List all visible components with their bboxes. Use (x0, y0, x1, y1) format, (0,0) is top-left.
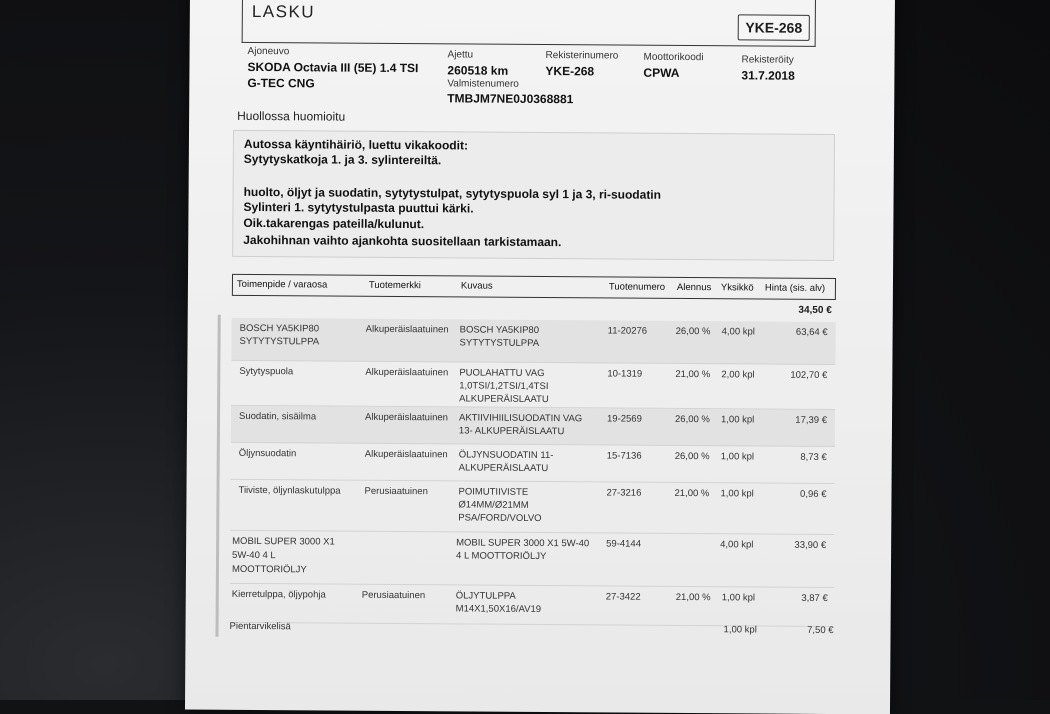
col-description: Kuvaus (460, 280, 493, 292)
label-mileage: Ajettu (447, 49, 474, 61)
row-description: 1,0TSI/1,2TSI/1,4TSI (459, 380, 549, 393)
row-operation: Kierretulppa, öljypohja (231, 588, 326, 601)
row-price: 63,64 € (795, 326, 828, 338)
extras-label: Pientarvikelisä (229, 620, 291, 633)
row-unit: 1,00 kpl (720, 414, 755, 426)
vehicle-model-variant: G-TEC CNG (247, 75, 315, 91)
title-frame (242, 0, 816, 47)
row-code: 15-7136 (606, 450, 642, 462)
note-line: Sytytyskatkoja 1. ja 3. sylintereiltä. (243, 151, 442, 168)
row-unit: 4,00 kpl (721, 326, 755, 338)
row-code: 27-3422 (605, 591, 641, 603)
row-brand: Perusiaatuinen (361, 589, 426, 602)
label-reg: Rekisterinumero (545, 50, 619, 62)
note-line: Autossa käyntihäiriö, luettu vikakoodit: (243, 136, 469, 153)
row-price: 0,96 € (800, 488, 827, 500)
row-operation: Öljynsuodatin (238, 447, 297, 460)
row-description: 4 L MOOTTORIÖLJY (456, 550, 547, 563)
row-price: 33,90 € (794, 539, 827, 551)
table-row (231, 443, 835, 484)
extras-unit: 1,00 kpl (723, 624, 757, 636)
vehicle-model: SKODA Octavia III (5E) 1.4 TSI (247, 59, 419, 76)
row-description: Ø14MM/Ø21MM (458, 499, 529, 511)
row-description: ALKUPERÄISLAATU (459, 393, 549, 406)
row-description: AKTIIVIHIILISUODATIN VAG (458, 412, 583, 425)
row-brand: Alkuperäislaatuinen (365, 323, 449, 336)
label-vehicle: Ajoneuvo (247, 45, 290, 58)
row-discount: 21,00 % (675, 368, 711, 381)
row-description: SYTYTYSTULPPA (459, 337, 540, 349)
row-discount: 21,00 % (674, 487, 710, 500)
note-line: Sylinteri 1. sytytystulpasta puuttui kärki. (243, 199, 474, 216)
subtotal-value: 34,50 € (798, 304, 832, 317)
row-discount: 26,00 % (675, 325, 711, 338)
table-row (230, 531, 834, 588)
table-rows (230, 318, 836, 627)
row-brand: Alkuperäislaatuinen (365, 366, 449, 379)
row-operation: Tiiviste, öljynlaskutulppa (238, 484, 341, 497)
row-code: 59-4144 (606, 538, 642, 550)
col-price: Hinta (sis. alv) (764, 282, 826, 294)
extras-row (230, 615, 834, 639)
row-unit: 1,00 kpl (720, 488, 754, 500)
table-row (231, 318, 835, 365)
col-product-code: Tuotenumero (608, 281, 666, 293)
row-operation: MOBIL SUPER 3000 X1 (232, 535, 335, 548)
row-operation: Sytytyspuola (239, 365, 294, 378)
row-operation: BOSCH YA5KIP80 (239, 322, 320, 335)
table-row (231, 406, 835, 447)
engine-value: CPWA (643, 65, 680, 80)
extras-price: 7,50 € (807, 624, 834, 637)
label-engine: Moottorikoodi (643, 51, 704, 64)
row-description: 13- ALKUPERÄISLAATU (458, 425, 565, 438)
row-price: 8,73 € (800, 451, 827, 463)
note-line: huolto, öljyt ja suodatin, sytytystulpat, sytytyspuola syl 1 ja 3, ri-suodatin (243, 184, 662, 202)
row-brand: Alkuperäislaatuinen (364, 448, 448, 461)
label-vin: Valmistenumero (447, 78, 519, 90)
row-description: ALKUPERÄISLAATU (458, 462, 549, 475)
row-price: 17,39 € (795, 414, 828, 426)
row-price: 3,87 € (801, 592, 828, 605)
notes-box (232, 130, 835, 261)
row-brand: Perusiaatuinen (364, 485, 428, 498)
vin-value: TMBJM7NE0J0368881 (447, 91, 574, 107)
row-code: 27-3216 (606, 487, 642, 499)
row-unit: 1,00 kpl (720, 451, 755, 463)
row-description: M14X1,50X16/AV19 (455, 603, 542, 616)
row-operation: 5W-40 4 L (232, 549, 276, 562)
notes-heading: Huollossa huomioitu (237, 108, 346, 124)
col-brand: Tuotemerkki (368, 279, 421, 292)
row-description: BOSCH YA5KIP80 (459, 324, 540, 336)
row-description: POIMUTIIVISTE (458, 486, 529, 498)
row-operation: MOOTTORIÖLJY (231, 563, 307, 576)
row-unit: 1,00 kpl (721, 592, 756, 604)
row-unit: 2,00 kpl (721, 369, 755, 381)
row-discount: 26,00 % (674, 413, 710, 426)
row-description: PUOLAHATTU VAG (459, 367, 545, 380)
row-description: ÖLJYNSUODATIN 11- (458, 449, 554, 462)
row-operation: SYTYTYSTULPPA (239, 335, 320, 348)
parts-table (230, 274, 836, 627)
note-line: Jakohihnan vaihto ajankohta suositellaan tarkistamaan. (243, 232, 562, 250)
label-regdate: Rekisteröity (741, 54, 794, 66)
invoice-paper (185, 0, 895, 714)
row-unit: 4,00 kpl (720, 539, 754, 551)
mileage-value: 260518 km (447, 63, 509, 78)
col-unit: Yksikkö (720, 282, 754, 294)
row-operation: Suodatin, sisäilma (238, 410, 317, 423)
left-margin-bar (215, 315, 220, 637)
row-discount: 26,00 % (674, 450, 710, 463)
table-row (231, 361, 835, 410)
row-code: 10-1319 (607, 368, 643, 380)
row-code: 19-2569 (606, 413, 642, 425)
row-discount: 21,00 % (675, 591, 711, 604)
regdate-value: 31.7.2018 (741, 68, 795, 83)
table-row (230, 480, 834, 535)
row-code: 11-20276 (607, 325, 648, 337)
plate-badge: YKE-268 (738, 14, 810, 41)
col-operation: Toimenpide / varaosa (236, 278, 328, 291)
note-line: Oik.takarengas pateilla/kulunut. (243, 215, 425, 232)
row-brand: Alkuperäislaatuinen (364, 411, 448, 424)
row-price: 102,70 € (790, 369, 828, 381)
row-description: MOBIL SUPER 3000 X1 5W-40 (456, 537, 590, 550)
col-discount: Alennus (676, 281, 712, 294)
reg-value: YKE-268 (545, 64, 595, 79)
row-description: PSA/FORD/VOLVO (458, 512, 542, 525)
document-title: LASKU (251, 1, 316, 22)
row-description: ÖLJYTULPPA (455, 590, 516, 602)
